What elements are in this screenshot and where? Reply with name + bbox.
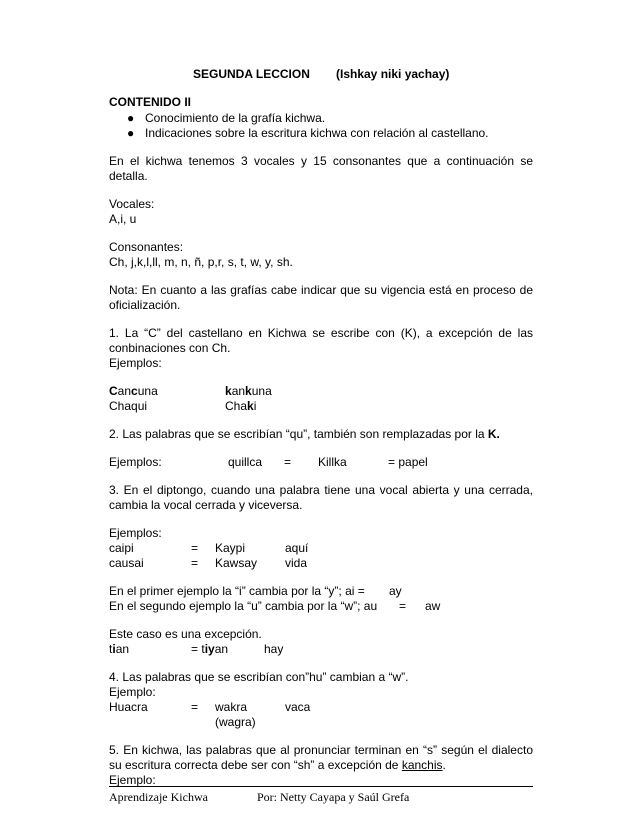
intro-line: En el kichwa tenemos 3 vocales y 15 consonantes que a continuación se xyxy=(109,154,533,168)
rule4-example-kw: wakra xyxy=(215,700,248,714)
rule3-exception-kw: = tiyan xyxy=(191,642,229,656)
rule2-line: 2. Las palabras que se escribían “qu”, también son remplazadas por la K. xyxy=(109,427,500,441)
footer-right: Por: Netty Cayapa y Saúl Grefa xyxy=(257,790,410,804)
rule4-example-eq: = xyxy=(191,700,199,714)
consonantes-value: Ch, j,k,l,ll, m, n, ñ, p,r, s, t, w, y, sh. xyxy=(109,255,293,269)
rule3-note-result: aw xyxy=(425,599,441,613)
rule3-example-gloss: vida xyxy=(285,556,308,570)
rule3-example-gloss: aquí xyxy=(285,541,309,555)
rule1-example-es: Chaqui xyxy=(109,399,148,413)
contenido-item: Indicaciones sobre la escritura kichwa con relación al castellano. xyxy=(145,126,489,140)
rule2-ejemplos-label: Ejemplos: xyxy=(109,455,162,469)
rule3-example-es: caipi xyxy=(109,541,134,555)
rule1-line: conbinaciones con Ch. xyxy=(109,341,231,355)
contenido-heading: CONTENIDO II xyxy=(109,95,192,109)
rule4-line: 4. Las palabras que se escribían con”hu” cambian a “w”. xyxy=(109,670,409,684)
contenido-item: Conocimiento de la grafía kichwa. xyxy=(145,111,326,125)
nota-line: oficialización. xyxy=(109,298,181,312)
rule1-example-kw: kankuna xyxy=(225,384,272,398)
rule3-note-result: ay xyxy=(389,584,402,598)
rule3-exception-es: tian xyxy=(109,642,130,656)
rule3-note: En el primer ejemplo la “i” cambia por la “y”; ai = xyxy=(109,584,365,598)
rule5-line: su escritura correcta debe ser con “sh” a excepción de kanchis. xyxy=(109,758,446,772)
rule3-note: En el segundo ejemplo la “u” cambia por la “w”; au xyxy=(109,599,378,613)
rule2-example-es: quillca xyxy=(228,455,263,469)
rule3-exception-label: Este caso es una excepción. xyxy=(109,627,262,641)
rule1-example-es: Cancuna xyxy=(109,384,158,398)
rule1-line: 1. La “C” del castellano en Kichwa se escribe con (K), a excepción de las xyxy=(109,326,533,340)
rule2-example-kw: Killka xyxy=(318,455,347,469)
rule3-example-eq: = xyxy=(191,556,199,570)
footer-divider xyxy=(109,786,533,787)
rule4-ejemplo-label: Ejemplo: xyxy=(109,685,156,699)
intro-line: detalla. xyxy=(109,169,148,183)
rule4-example-es: Huacra xyxy=(109,700,148,714)
rule1-example-kw: Chaki xyxy=(225,399,257,413)
rule4-example-gloss: vaca xyxy=(285,700,311,714)
nota-line: Nota: En cuanto a las grafías cabe indicar que su vigencia está en proceso de xyxy=(109,283,533,297)
consonantes-label: Consonantes: xyxy=(109,240,184,254)
rule3-note-eq: = xyxy=(399,599,407,613)
lesson-subtitle: (Ishkay niki yachay) xyxy=(336,67,450,81)
footer-left: Aprendizaje Kichwa xyxy=(109,790,208,804)
rule5-ejemplo-label: Ejemplo: xyxy=(109,773,156,787)
bullet-icon: ● xyxy=(127,126,135,140)
rule4-example-alt: (wagra) xyxy=(215,715,256,729)
rule3-line: cambia la vocal cerrada y viceversa. xyxy=(109,498,303,512)
rule3-ejemplos-label: Ejemplos: xyxy=(109,526,162,540)
rule3-exception-gloss: hay xyxy=(264,642,284,656)
rule3-line: 3. En el diptongo, cuando una palabra tiene una vocal abierta y una cerrada, xyxy=(109,483,533,497)
lesson-title: SEGUNDA LECCION xyxy=(193,67,310,81)
rule5-line: 5. En kichwa, las palabras que al pronunciar terminan en “s” según el dialecto xyxy=(109,743,533,757)
rule3-example-es: causai xyxy=(109,556,144,570)
kanchis-link: kanchis xyxy=(401,758,443,772)
rule3-example-kw: Kaypi xyxy=(215,541,246,555)
vocales-label: Vocales: xyxy=(109,197,155,211)
vocales-value: A,i, u xyxy=(109,212,137,226)
rule3-example-eq: = xyxy=(191,541,199,555)
rule3-example-kw: Kawsay xyxy=(215,556,258,570)
rule2-example-gloss: = papel xyxy=(388,455,428,469)
rule2-example-eq: = xyxy=(284,455,292,469)
rule1-ejemplos-label: Ejemplos: xyxy=(109,356,162,370)
bullet-icon: ● xyxy=(127,111,135,125)
